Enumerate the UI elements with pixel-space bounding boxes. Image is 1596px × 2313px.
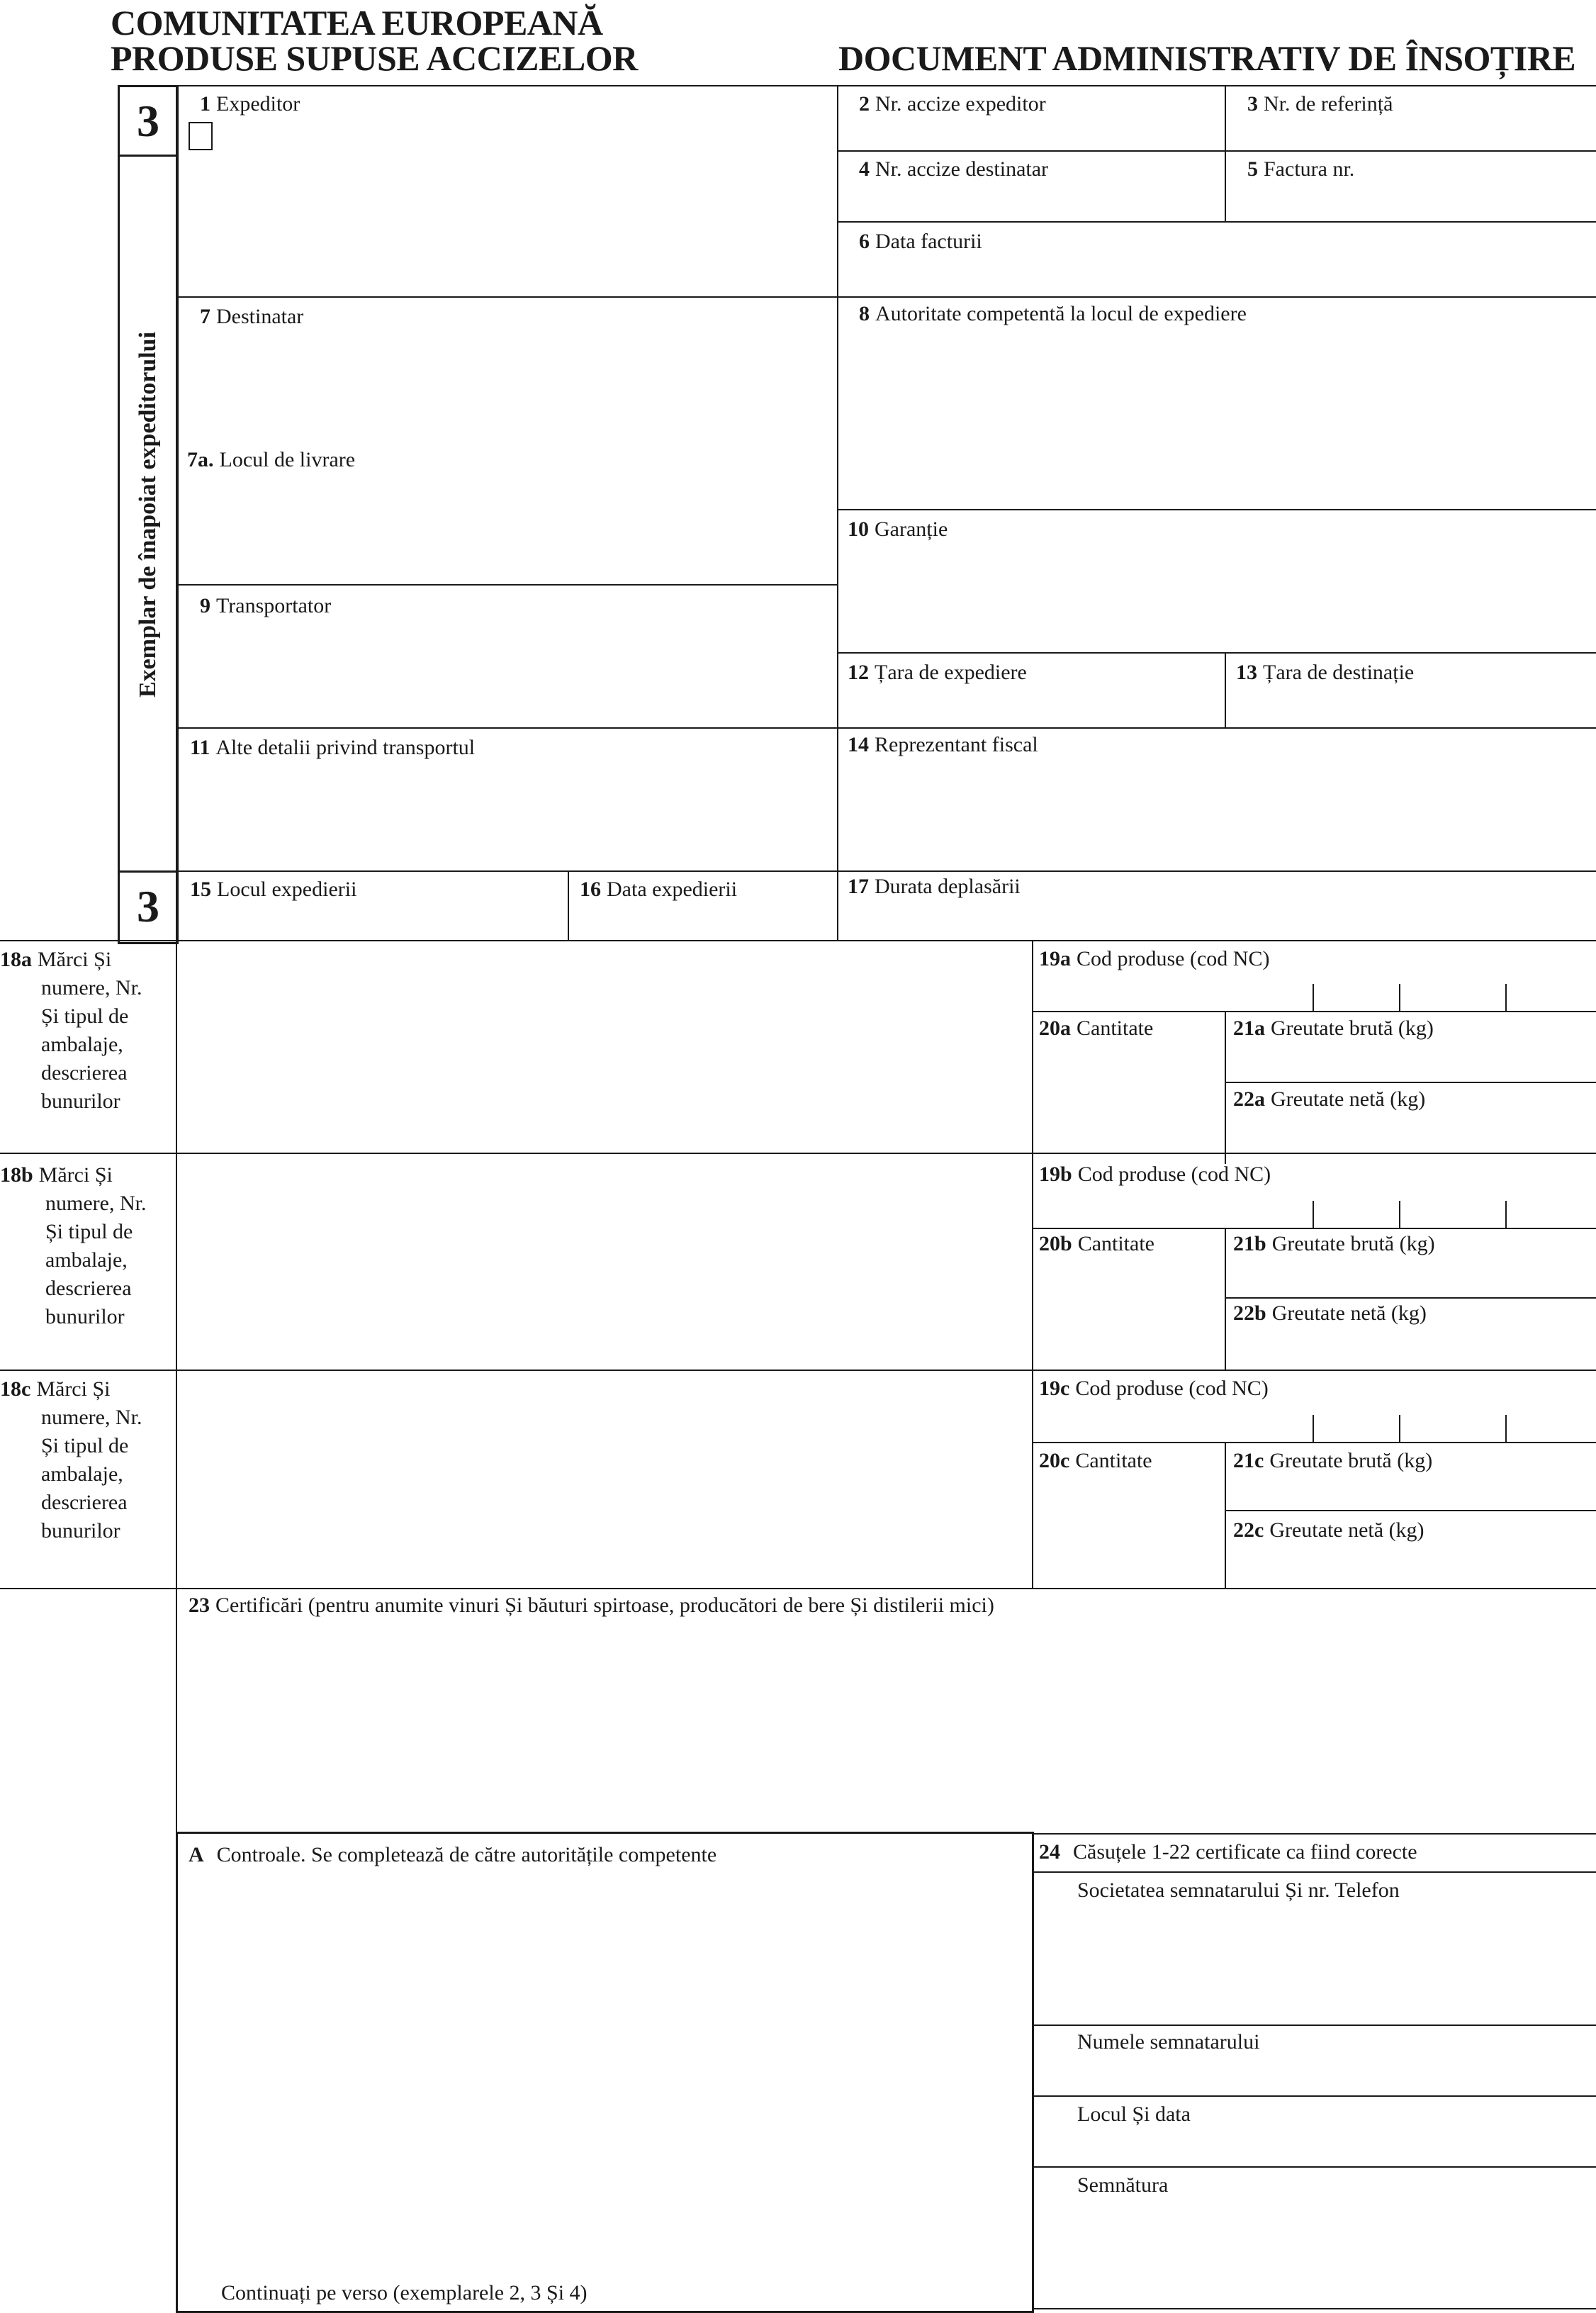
line-below-f15 [0, 940, 1596, 941]
field-12: 12 Țara de expediere [848, 661, 1027, 684]
field-20b: 20b Cantitate [1039, 1232, 1154, 1255]
line-below-21c [1225, 1510, 1596, 1511]
f24-line-2 [1032, 2024, 1596, 2026]
field-15: 15 Locul expedierii [190, 878, 357, 901]
field-8: 8 Autoritate competentă la locul de expediere [859, 302, 1247, 325]
copy-side-label: Exemplar de înapoiat expeditorului [135, 331, 161, 698]
line-below-f9 [176, 727, 1596, 729]
field-23: 23 Certificări (pentru anumite vinuri Și băuturi spirtoase, producători de bere Și distilerii mici) [189, 1594, 994, 1617]
section-a-footer: Continuați pe verso (exemplarele 2, 3 Și 4) [221, 2281, 588, 2304]
code-tick [1505, 984, 1507, 1011]
field-19b: 19b Cod produse (cod NC) [1039, 1163, 1271, 1186]
field-16: 16 Data expedierii [580, 878, 738, 901]
field-2: 2 Nr. accize expeditor [859, 92, 1046, 116]
code-tick [1505, 1201, 1507, 1228]
code-tick [1313, 1415, 1314, 1442]
document-title: DOCUMENT ADMINISTRATIV DE ÎNSOȚIRE [838, 38, 1576, 78]
field-21a: 21a Greutate brută (kg) [1233, 1017, 1434, 1040]
line-below-f8 [837, 509, 1596, 510]
field-9: 9 Transportator [200, 594, 332, 617]
code-tick [1313, 984, 1314, 1011]
copy-number-top-box [118, 85, 179, 159]
divider-20c-21c [1225, 1442, 1226, 1589]
field-11: 11 Alte detalii privind transportul [190, 736, 476, 759]
signatory-company-label: Societatea semnatarului Și nr. Telefon [1077, 1878, 1400, 1902]
field-18c: 18c Mărci Și numere, Nr. Și tipul de ambalaje, descrierea bunurilor [0, 1377, 142, 1542]
field-22c: 22c Greutate netă (kg) [1233, 1518, 1424, 1542]
line-below-f10 [837, 652, 1596, 654]
divider-f12-f13 [1225, 652, 1226, 727]
line-below-19c [1032, 1442, 1596, 1443]
code-tick [1399, 1415, 1400, 1442]
line-below-f4 [837, 221, 1596, 223]
f24-line-4 [1032, 2166, 1596, 2168]
copy-number-top: 3 [137, 96, 159, 146]
divider-f2-f3 [1225, 85, 1226, 223]
field-7a: 7a. Locul de livrare [187, 448, 356, 471]
field-7: 7 Destinatar [200, 305, 304, 328]
divider-20a-21a [1225, 1011, 1226, 1164]
line-below-item-c [0, 1588, 1596, 1589]
field-6: 6 Data facturii [859, 230, 982, 253]
f24-line-1 [1032, 1871, 1596, 1873]
place-date-label: Locul Și data [1077, 2102, 1191, 2126]
field-18a: 18a Mărci Și numere, Nr. Și tipul de ambalaje, descrierea bunurilor [0, 948, 142, 1113]
signatory-name-label: Numele semnatarului [1077, 2030, 1260, 2054]
field-13: 13 Țara de destinație [1236, 661, 1415, 684]
field-17: 17 Durata deplasării [848, 875, 1021, 898]
f24-bottom-line [1032, 2308, 1596, 2309]
field-21c: 21c Greutate brută (kg) [1233, 1449, 1433, 1472]
line-below-f7a [176, 584, 837, 586]
copy-number-bottom-box [118, 870, 179, 944]
field-20c: 20c Cantitate [1039, 1449, 1152, 1472]
divider-f15-f16 [568, 870, 569, 941]
code-tick [1313, 1201, 1314, 1228]
top-border [176, 85, 1596, 86]
field-18b: 18b Mărci Și numere, Nr. Și tipul de ambalaje, descrierea bunurilor [0, 1163, 147, 1328]
code-tick [1399, 984, 1400, 1011]
items-divider [1032, 940, 1033, 1589]
section-a-label: A Controale. Se completează de către autoritățile competente [189, 1843, 717, 1866]
expeditor-checkbox[interactable] [189, 122, 213, 150]
field-14: 14 Reprezentant fiscal [848, 733, 1038, 756]
copy-number-bottom: 3 [137, 881, 159, 931]
code-tick [1505, 1415, 1507, 1442]
header-products: PRODUSE SUPUSE ACCIZELOR [111, 38, 638, 78]
f24-line-3 [1032, 2095, 1596, 2097]
divider-20b-21b [1225, 1228, 1226, 1370]
section-a-box [176, 1832, 1034, 2313]
copy-side-box [118, 155, 179, 875]
f24-top-line [1032, 1833, 1596, 1835]
line-below-f11 [176, 870, 1596, 872]
line-below-item-a [0, 1153, 1596, 1154]
field-10: 10 Garanție [848, 517, 948, 541]
line-below-21b [1225, 1297, 1596, 1299]
line-below-f2 [837, 150, 1596, 152]
header-community: COMUNITATEA EUROPEANĂ [111, 3, 603, 43]
line-below-19a [1032, 1011, 1596, 1012]
field-21b: 21b Greutate brută (kg) [1233, 1232, 1435, 1255]
line-below-item-b [0, 1370, 1596, 1371]
field-4: 4 Nr. accize destinatar [859, 157, 1049, 181]
field-3: 3 Nr. de referință [1247, 92, 1393, 116]
field-24: 24 Căsuțele 1-22 certificate ca fiind corecte [1039, 1840, 1417, 1864]
upper-middle-divider [837, 85, 838, 941]
field-19c: 19c Cod produse (cod NC) [1039, 1377, 1269, 1400]
line-below-21a [1225, 1082, 1596, 1083]
field-1: 1 Expeditor [200, 92, 300, 116]
signature-label: Semnătura [1077, 2173, 1169, 2197]
line-below-f1 [176, 296, 1596, 298]
field-22a: 22a Greutate netă (kg) [1233, 1087, 1426, 1111]
field-22b: 22b Greutate netă (kg) [1233, 1301, 1427, 1325]
field-5: 5 Factura nr. [1247, 157, 1355, 181]
code-tick [1399, 1201, 1400, 1228]
line-below-19b [1032, 1228, 1596, 1229]
field-20a: 20a Cantitate [1039, 1017, 1154, 1040]
field-19a: 19a Cod produse (cod NC) [1039, 947, 1270, 970]
